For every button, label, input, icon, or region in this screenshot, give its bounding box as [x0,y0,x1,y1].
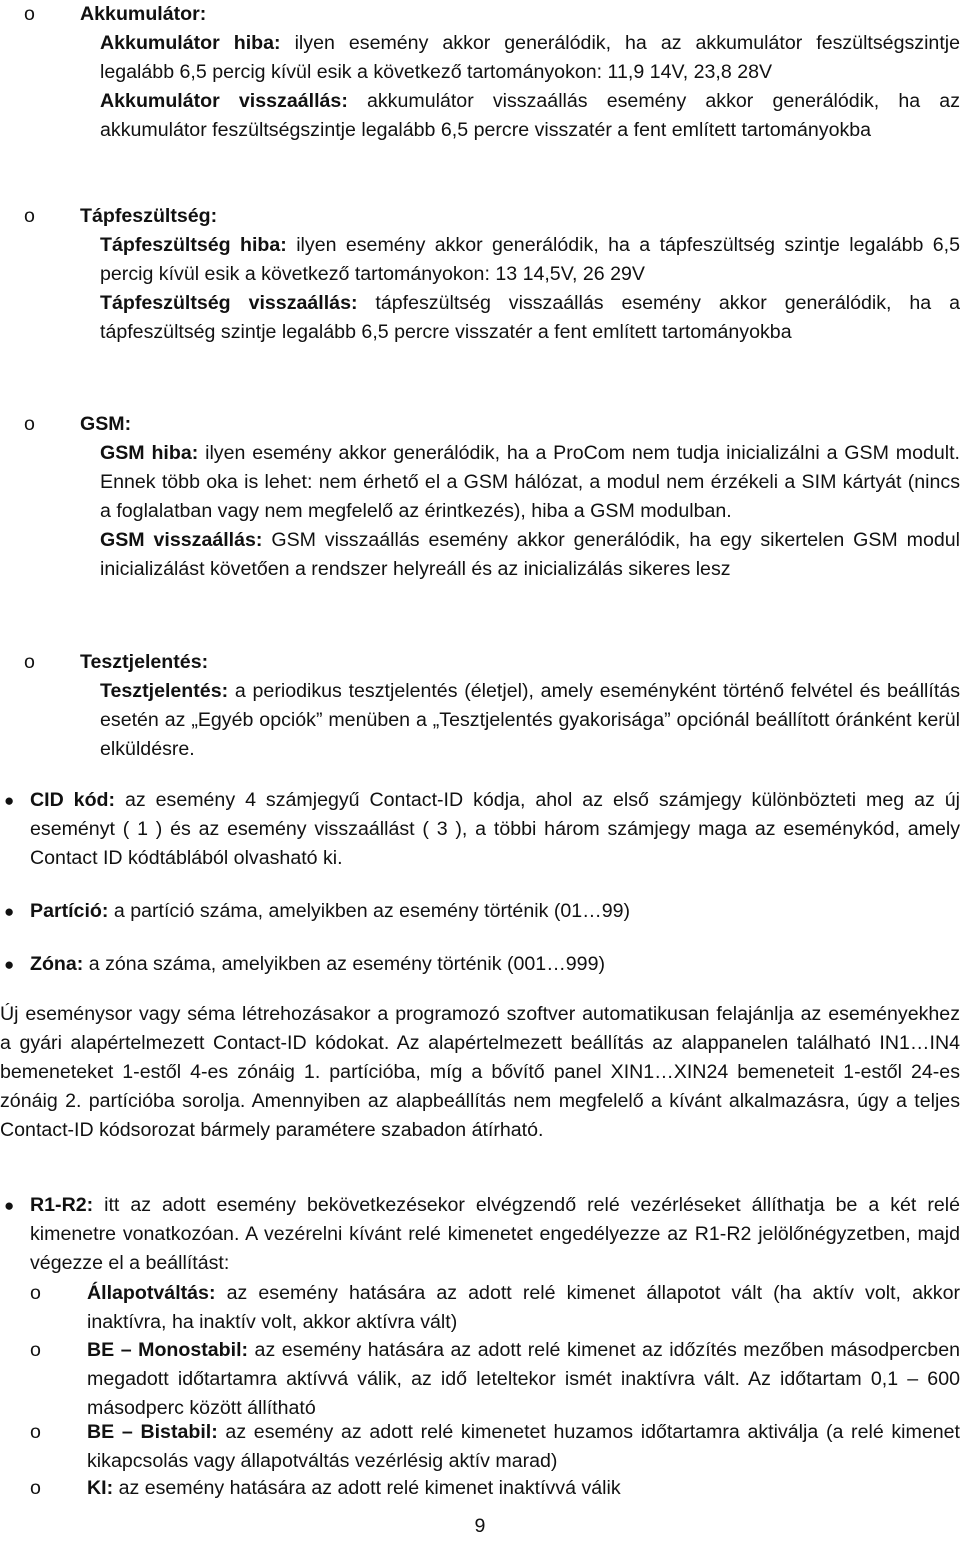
term-label: KI: [87,1477,114,1499]
term-label: GSM hiba: [100,442,199,464]
term-text: az esemény 4 számjegyű Contact-ID kódja, ahol az első számjegy különbözteti meg az új eseményt ( 1 ) és az esemény visszaállást ( 3 ), a többi három számjegy maga az eseménykód, amely Contact ID kódtáblából olvasható ki. [30,789,960,869]
option-text [87,1279,960,1337]
term-label: BE – Monostabil: [87,1339,249,1361]
relay-option-bistabil [0,1418,960,1476]
section-heading: Akkumulátor: [80,3,207,25]
cid-text [30,786,960,873]
option-text [87,1474,960,1503]
term-label: Partíció: [30,900,109,922]
term-text: az esemény hatására az adott relé kimenet inaktívvá válik [113,1477,621,1499]
bullet-o: o [30,1477,41,1499]
term-label: CID kód: [30,789,116,811]
bullet-o: o [24,3,35,25]
bullet-dot: ● [4,902,15,921]
term-label: Tápfeszültség hiba: [100,234,287,256]
term-label: Zóna: [30,953,84,975]
term-text: az esemény hatására az adott relé kimenet állapotot vált (ha aktív volt, akkor inaktívra, ha inaktív volt, akkor aktívra vált) [87,1282,960,1333]
tapfeszultseg-hiba [100,231,960,289]
bullet-o: o [30,1339,41,1361]
term-text: a zóna száma, amelyikben az esemény történik (001…999) [83,953,606,975]
term-text: ilyen esemény akkor generálódik, ha a ProCom nem tudja inicializálni a GSM modult. Ennek több oka is lehet: nem érhető el a GSM hálózat, a modul nem érzékeli a SIM kártyát (nincs a foglalatban vagy nem megfelelő az érintkezés), hiba a GSM modulban. [100,442,960,522]
term-text: itt az adott esemény bekövetkezésekor elvégzendő relé vezérléseket állíthatja be a két relé kimenetre vonatkozóan. A vezérelni kívánt relé kimenetet engedélyezze az R1-R2 jelölőnégyzetben, majd végezze el a beállítást: [30,1194,960,1274]
term-label: Akkumulátor hiba: [100,32,281,54]
term-text: a periodikus tesztjelentés (életjel), amely eseményként történő felvétel és beállítás esetén az „Egyéb opciók” menüben a „Tesztjelentés gyakorisága” opciónál beállított óránként kerül elküldésre. [100,680,960,760]
item-r1-r2 [0,1191,960,1278]
section-tapfeszultseg [0,202,960,347]
term-label: Tesztjelentés: [100,680,229,702]
option-text [87,1336,960,1423]
term-text: az esemény hatására az adott relé kimenet az időzítés mezőben másodpercben megadott időtartamra aktívvá válik, az idő leteltekor ismét inaktívra vált. Az időtartam 0,1 – 600 másodperc között állítható [87,1339,960,1419]
bullet-dot: ● [4,955,15,974]
item-cid-kod [0,786,960,873]
tesztjelentes-text [100,677,960,764]
section-heading: Tesztjelentés: [80,651,209,673]
section-akkumulator [0,0,960,145]
tapfeszultseg-visszaallas [100,289,960,347]
item-particio [0,897,960,926]
relay-option-ki [0,1474,960,1503]
term-text: akkumulátor visszaállás esemény akkor generálódik, ha az akkumulátor feszültségszintje legalább 6,5 percre visszatér a fent említett tartományokba [100,90,960,141]
section-tesztjelentes [0,648,960,764]
bullet-o: o [30,1421,41,1443]
bullet-o: o [24,205,35,227]
relay-option-monostabil [0,1336,960,1423]
zona-text [30,950,960,979]
term-label: BE – Bistabil: [87,1421,218,1443]
section-heading: Tápfeszültség: [80,205,218,227]
bullet-dot: ● [4,1196,15,1215]
term-text: az esemény az adott relé kimenetet huzamos időtartamra aktiválja (a relé kimenet kikapcsolás vagy állapotváltás vezérlésig aktív marad) [87,1421,960,1472]
particio-text [30,897,960,926]
bullet-dot: ● [4,791,15,810]
term-text: GSM visszaállás esemény akkor generálódik, ha egy sikertelen GSM modul inicializálást követően a rendszer helyreáll és az inicializálás sikeres lesz [100,529,960,580]
term-text: ilyen esemény akkor generálódik, ha a tápfeszültség szintje legalább 6,5 percig kívül esik a következő tartományokon: 13 14,5V, 26 29V [100,234,960,285]
paragraph-uj-esemenysor: Új eseménysor vagy séma létrehozásakor a programozó szoftver automatikusan felajánlja az eseményekhez a gyári alapértelmezett Contact-ID kódokat. Az alapértelmezett beállítás az alappanelen található IN1…IN4 bemeneteket 1-estől 4-es zónáig 1. partícióba, míg a bővítő panel XIN1…XIN24 bemeneteit 1-estől 24-es zónáig 2. partícióba sorolja. Amennyiben az alapbeállítás nem megfelelő a kívánt alkalmazásra, úgy a teljes Contact-ID kódsorozat bármely paramétere szabadon átírható. [0,1003,960,1141]
relay-option-allapotvaltas [0,1279,960,1337]
section-gsm [0,410,960,584]
item-zona [0,950,960,979]
term-text: a partíció száma, amelyikben az esemény történik (01…99) [108,900,631,922]
bullet-o: o [30,1282,41,1304]
page-number: 9 [474,1515,486,1537]
term-label: GSM visszaállás: [100,529,263,551]
gsm-visszaallas [100,526,960,584]
term-label: R1-R2: [30,1194,94,1216]
section-heading: GSM: [80,413,132,435]
bullet-o: o [24,651,35,673]
r1r2-text [30,1191,960,1278]
akkumulator-hiba [100,29,960,87]
gsm-hiba [100,439,960,526]
term-label: Akkumulátor visszaállás: [100,90,348,112]
option-text [87,1418,960,1476]
akkumulator-visszaallas [100,87,960,145]
term-label: Tápfeszültség visszaállás: [100,292,358,314]
term-text: tápfeszültség visszaállás esemény akkor generálódik, ha a tápfeszültség szintje legalább 6,5 percre visszatér a fent említett tartományokba [100,292,960,343]
term-text: ilyen esemény akkor generálódik, ha az akkumulátor feszültségszintje legalább 6,5 percig kívül esik a következő tartományokon: 11,9 14V, 23,8 28V [100,32,960,83]
bullet-o: o [24,413,35,435]
term-label: Állapotváltás: [87,1282,216,1304]
